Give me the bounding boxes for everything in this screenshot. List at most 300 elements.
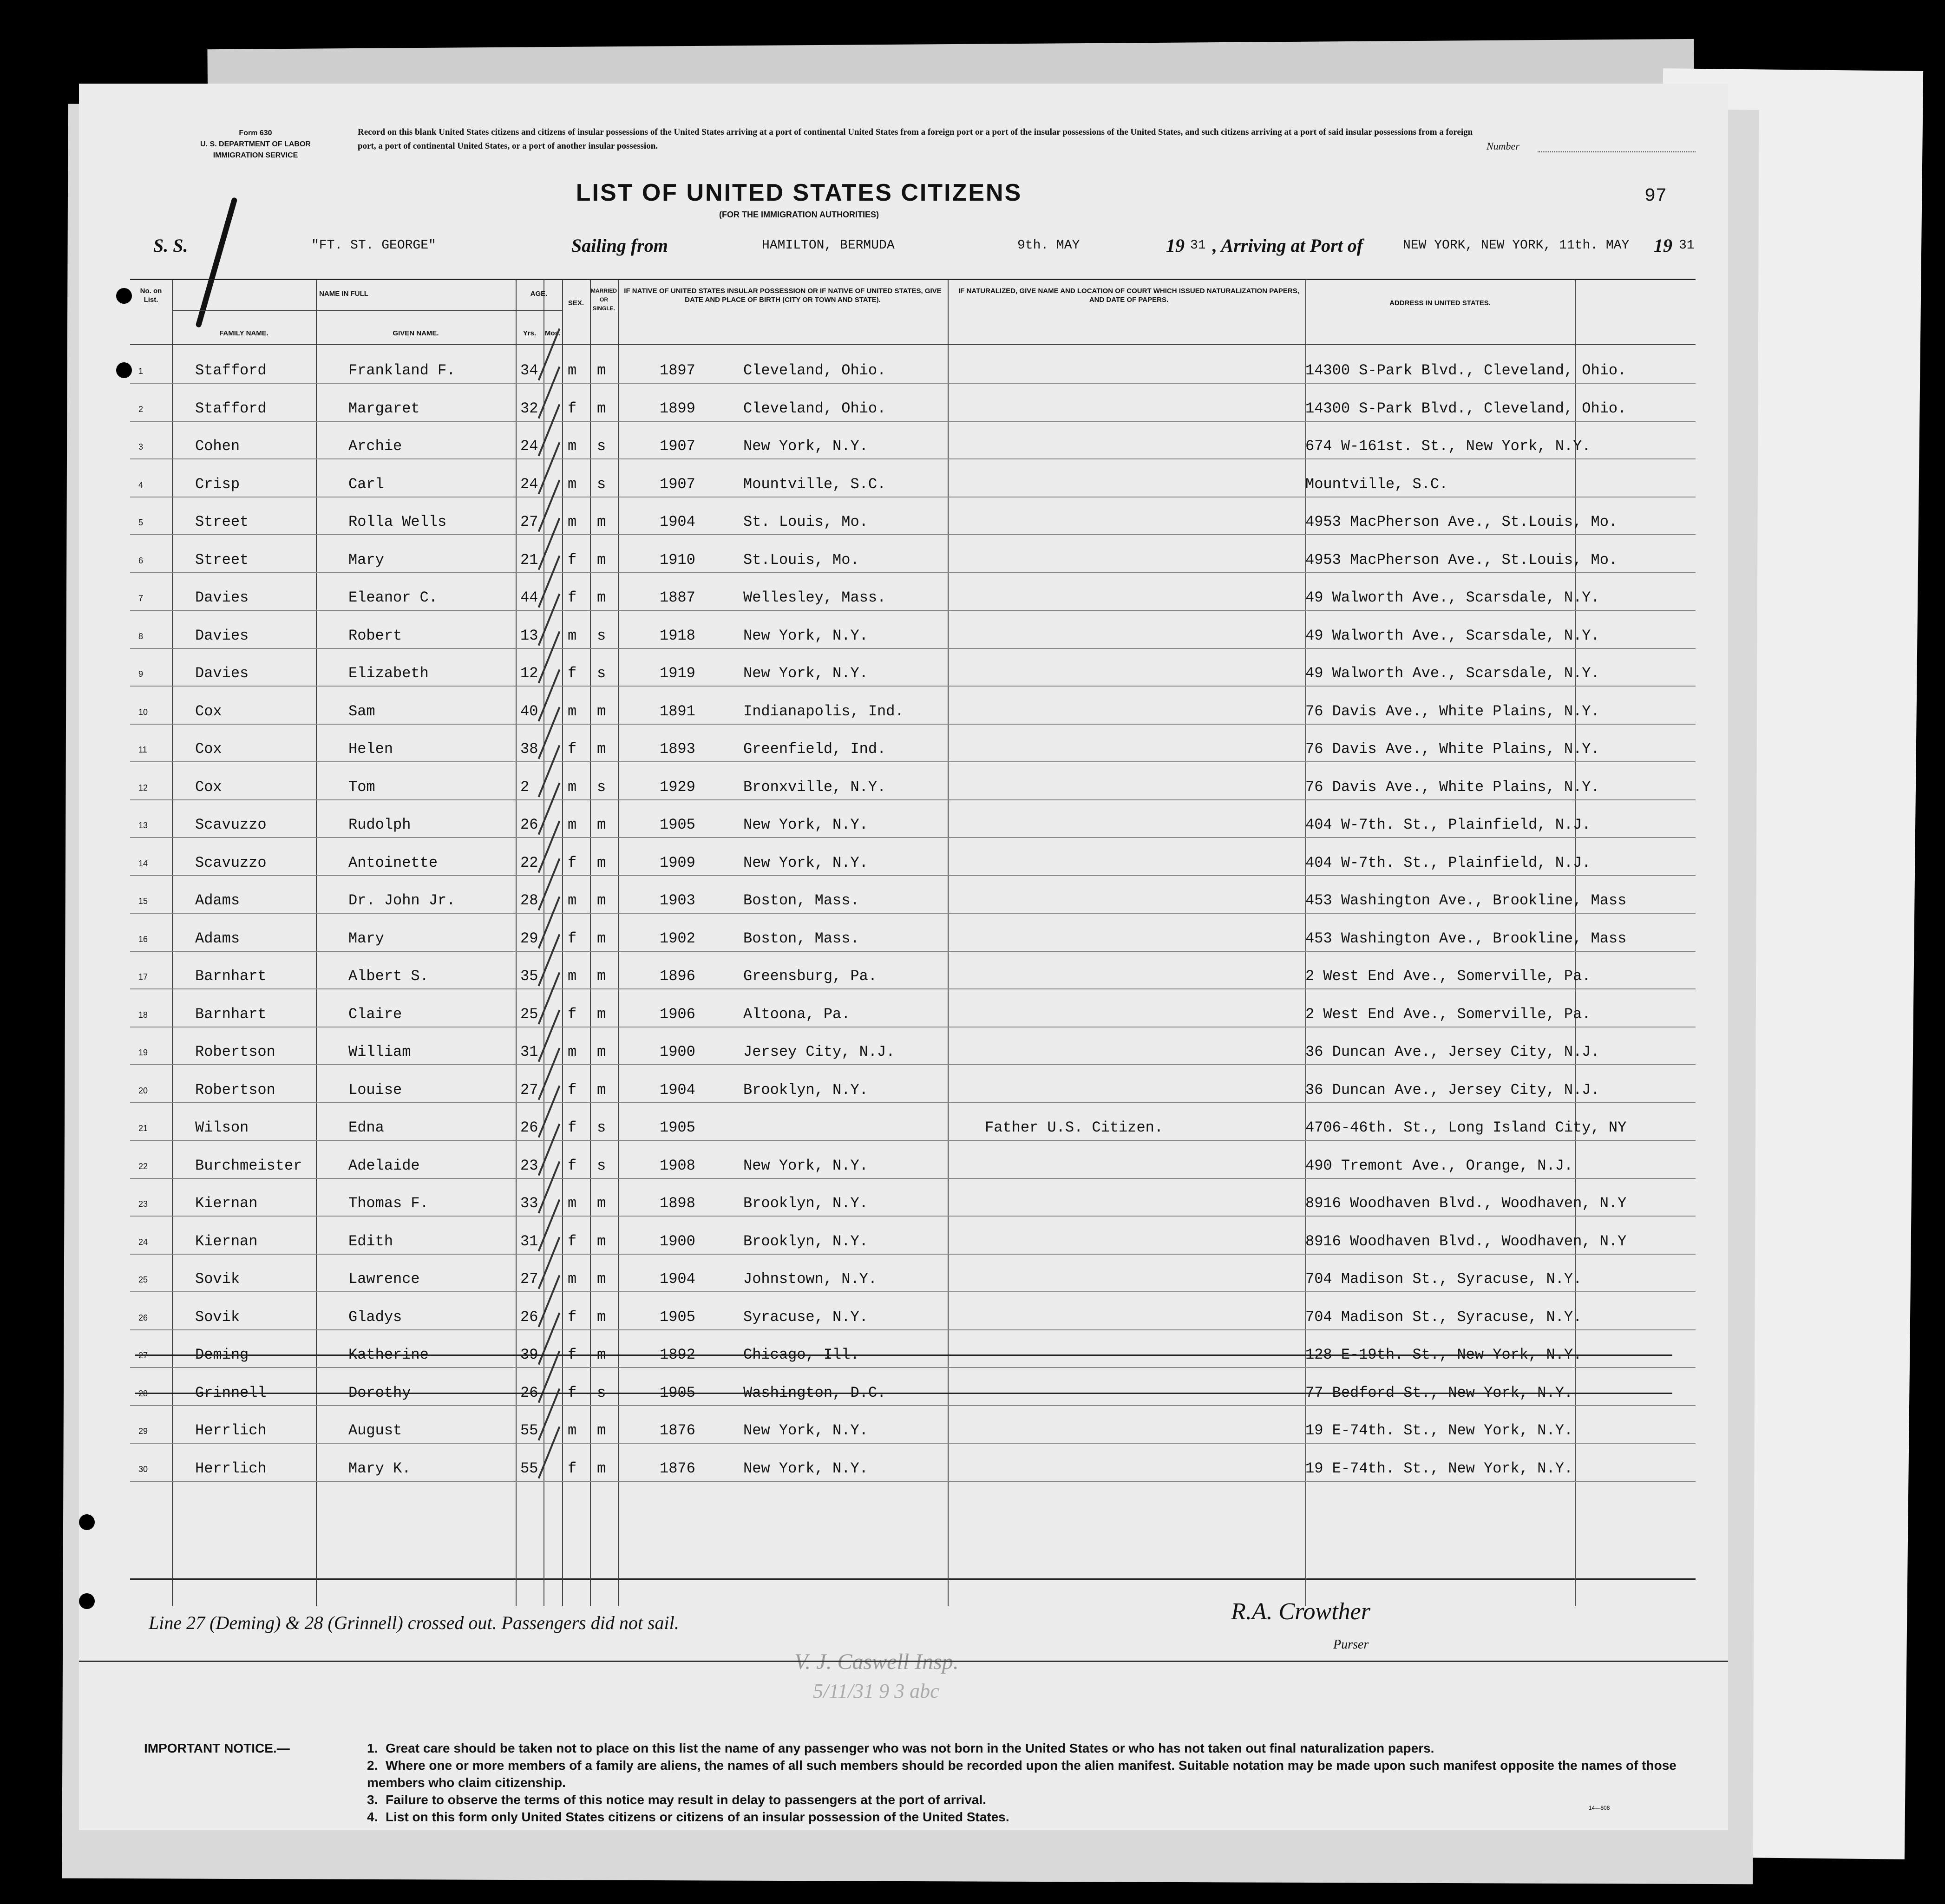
cell-given-name: William [348,1043,411,1060]
cell-no: 9 [138,669,144,679]
cell-birth-year: 1897 [660,362,695,379]
cell-sex: f [568,1232,577,1250]
table-row [130,421,1696,459]
table-row [130,1405,1696,1444]
cell-no: 24 [138,1237,148,1247]
cell-birth-year: 1903 [660,892,695,909]
port-to: NEW YORK, NEW YORK, 11th. MAY [1403,238,1630,253]
cell-birth-place: New York, N.Y. [743,1459,868,1477]
cell-address: 8916 Woodhaven Blvd., Woodhaven, N.Y [1305,1232,1627,1250]
cell-address: 404 W-7th. St., Plainfield, N.J. [1305,816,1591,833]
purser-signature: R.A. Crowther [1231,1598,1370,1625]
header-name-full: NAME IN FULL [319,290,368,298]
cell-family-name: Crisp [195,475,240,493]
cell-family-name: Davies [195,627,249,644]
cell-marital-status: m [597,1195,606,1212]
cell-sex: f [568,551,577,569]
cell-address: 128 E-19th. St., New York, N.Y. [1305,1346,1582,1363]
cell-age-years: 27 [520,1270,538,1288]
cell-birth-place: St.Louis, Mo. [743,551,859,569]
cell-address: 36 Duncan Ave., Jersey City, N.J. [1305,1081,1600,1099]
cell-address: 453 Washington Ave., Brookline, Mass [1305,929,1627,947]
cell-birth-year: 1876 [660,1422,695,1439]
header-naturalized: IF NATURALIZED, GIVE NAME AND LOCATION OF COURT WHICH ISSUED NATURALIZATION PAPERS, AND DATE OF PAPERS. [958,287,1299,304]
port-from: HAMILTON, BERMUDA [762,238,895,253]
department-name: U. S. DEPARTMENT OF LABOR [200,140,311,148]
table-row [130,459,1696,497]
service-name: IMMIGRATION SERVICE [213,151,298,159]
cell-birth-place: Altoona, Pa. [743,1005,851,1023]
cell-sex: m [568,892,577,909]
cell-given-name: Margaret [348,399,420,417]
cell-address: 2 West End Ave., Somerville, Pa. [1305,968,1591,985]
cell-no: 7 [138,594,144,603]
cell-family-name: Sovik [195,1308,240,1326]
cell-age-years: 32 [520,399,538,417]
table-row [130,837,1696,876]
cell-address: 14300 S-Park Blvd., Cleveland, Ohio. [1305,362,1627,379]
cell-family-name: Deming [195,1346,249,1363]
punch-hole [116,362,132,378]
cell-family-name: Scavuzzo [195,854,267,871]
cell-age-years: 55 [520,1459,538,1477]
cell-address: 2 West End Ave., Somerville, Pa. [1305,1005,1591,1023]
cell-no: 23 [138,1199,148,1209]
cell-age-years: 24 [520,438,538,455]
cell-age-years: 27 [520,1081,538,1099]
manifest-page [79,84,1728,1830]
cell-given-name: Claire [348,1005,402,1023]
cell-sex: m [568,1195,577,1212]
cell-address: 704 Madison St., Syracuse, N.Y. [1305,1308,1582,1326]
table-row [130,648,1696,687]
cell-birth-year: 1898 [660,1195,695,1212]
cell-given-name: Gladys [348,1308,402,1326]
cell-marital-status: m [597,1422,606,1439]
cell-marital-status: m [597,1308,606,1326]
cell-given-name: Edna [348,1119,384,1136]
cell-family-name: Adams [195,892,240,909]
cell-address: 19 E-74th. St., New York, N.Y. [1305,1422,1573,1439]
cell-sex: f [568,399,577,417]
cell-family-name: Cox [195,778,222,796]
table-row [130,1178,1696,1217]
number-label: Number [1487,140,1519,152]
cell-birth-year: 1900 [660,1232,695,1250]
cell-age-years: 39 [520,1346,538,1363]
cell-address: 453 Washington Ave., Brookline, Mass [1305,892,1627,909]
cell-given-name: Sam [348,702,375,720]
ship-name: "FT. ST. GEORGE" [311,238,436,253]
cell-no: 13 [138,821,148,830]
cell-no: 16 [138,934,148,944]
header-no: No. on List. [140,287,162,304]
cell-marital-status: m [597,740,606,758]
cell-family-name: Herrlich [195,1422,267,1439]
cell-family-name: Robertson [195,1081,275,1099]
cell-age-years: 33 [520,1195,538,1212]
header-rule [172,310,516,311]
passenger-table [130,279,1696,1580]
cell-given-name: Rolla Wells [348,513,447,530]
cell-family-name: Cox [195,702,222,720]
cell-marital-status: m [597,1005,606,1023]
header-yrs: Yrs. [523,329,537,337]
cell-birth-place: Boston, Mass. [743,929,859,947]
cell-no: 14 [138,858,148,868]
cell-given-name: Frankland F. [348,362,456,379]
cell-family-name: Grinnell [195,1384,267,1401]
cell-family-name: Cox [195,740,222,758]
cell-family-name: Scavuzzo [195,816,267,833]
cell-age-years: 44 [520,589,538,606]
table-row [130,686,1696,725]
cell-no: 6 [138,556,144,565]
year-prefix-arrival: 19 [1654,235,1672,256]
cell-birth-place: Cleveland, Ohio. [743,399,886,417]
cell-sex: f [568,1119,577,1136]
page-title: LIST OF UNITED STATES CITIZENS [576,179,1022,206]
cell-age-years: 26 [520,1308,538,1326]
table-row [130,951,1696,989]
header-family-name: FAMILY NAME. [219,329,269,337]
cell-birth-year: 1904 [660,1081,695,1099]
cell-family-name: Cohen [195,438,240,455]
cell-age-years: 29 [520,929,538,947]
cell-no: 20 [138,1086,148,1095]
cell-sex: m [568,627,577,644]
cell-birth-year: 1904 [660,513,695,530]
notice-item: 2. Where one or more members of a family are aliens, the names of all such members should be recorded upon the alien manifest. Suitable notation may be made upon such manifest opposite the names of those members who claim citizenship. [367,1758,1676,1790]
cell-marital-status: s [597,1157,606,1174]
cell-given-name: Robert [348,627,402,644]
table-row [130,1367,1696,1406]
cell-no: 1 [138,366,144,376]
cell-birth-place: Mountville, S.C. [743,475,886,493]
cell-address: 36 Duncan Ave., Jersey City, N.J. [1305,1043,1600,1060]
cell-birth-year: 1905 [660,1384,695,1401]
cell-birth-place: Boston, Mass. [743,892,859,909]
notice-item: 1. Great care should be taken not to place on this list the name of any passenger who was not born in the United States or who has not taken out final naturalization papers. [367,1741,1434,1755]
cell-sex: m [568,362,577,379]
cell-marital-status: m [597,702,606,720]
cell-no: 21 [138,1124,148,1133]
cell-given-name: August [348,1422,402,1439]
cell-sex: f [568,929,577,947]
table-row [130,1292,1696,1330]
cell-birth-year: 1905 [660,816,695,833]
cell-sex: f [568,1005,577,1023]
cell-family-name: Street [195,551,249,569]
cell-no: 11 [138,745,147,754]
cell-birth-year: 1899 [660,399,695,417]
cell-birth-place: Syracuse, N.Y. [743,1308,868,1326]
cell-birth-place: Brooklyn, N.Y. [743,1081,868,1099]
cell-no: 19 [138,1048,148,1057]
cell-address: 19 E-74th. St., New York, N.Y. [1305,1459,1573,1477]
cell-address: Mountville, S.C. [1305,475,1448,493]
cell-given-name: Rudolph [348,816,411,833]
cell-marital-status: m [597,1270,606,1288]
cell-birth-year: 1906 [660,1005,695,1023]
cell-birth-year: 1893 [660,740,695,758]
cell-age-years: 13 [520,627,538,644]
cell-family-name: Robertson [195,1043,275,1060]
cell-no: 2 [138,404,144,414]
table-row [130,989,1696,1027]
punch-hole [79,1514,95,1530]
cell-birth-place: New York, N.Y. [743,854,868,871]
cell-sex: f [568,1308,577,1326]
cell-family-name: Barnhart [195,1005,267,1023]
cell-no: 28 [138,1388,148,1398]
cell-age-years: 31 [520,1232,538,1250]
strike-through [135,1354,1672,1356]
cell-address: 76 Davis Ave., White Plains, N.Y. [1305,702,1600,720]
cell-address: 77 Bedford St., New York, N.Y. [1305,1384,1573,1401]
table-row [130,1329,1696,1368]
cell-birth-year: 1896 [660,968,695,985]
cell-address: 76 Davis Ave., White Plains, N.Y. [1305,778,1600,796]
cell-birth-place: Indianapolis, Ind. [743,702,904,720]
cell-birth-place: New York, N.Y. [743,438,868,455]
cell-no: 18 [138,1010,148,1020]
cell-birth-year: 1876 [660,1459,695,1477]
cell-birth-place: Washington, D.C. [743,1384,886,1401]
cell-sex: m [568,475,577,493]
table-row [130,799,1696,838]
notice-item: 4. List on this form only United States citizens or citizens of an insular possession of the United States. [367,1810,1009,1824]
table-row [130,724,1696,762]
cell-marital-status: m [597,968,606,985]
cell-family-name: Kiernan [195,1195,258,1212]
cell-sex: m [568,1043,577,1060]
table-row [130,1102,1696,1141]
cell-marital-status: m [597,362,606,379]
strike-through [135,1393,1672,1394]
cell-no: 25 [138,1275,148,1284]
table-row [130,762,1696,800]
cell-no: 30 [138,1464,148,1474]
cell-sex: f [568,665,577,682]
cell-sex: m [568,1422,577,1439]
cell-marital-status: m [597,589,606,606]
table-row [130,1140,1696,1179]
cell-birth-year: 1910 [660,551,695,569]
cell-birth-year: 1905 [660,1119,695,1136]
sail-day: 9th. MAY [1017,238,1080,253]
cell-marital-status: s [597,1384,606,1401]
cell-given-name: Antoinette [348,854,438,871]
cell-age-years: 34 [520,362,538,379]
cell-given-name: Thomas F. [348,1195,429,1212]
cell-naturalization-info: Father U.S. Citizen. [985,1119,1164,1136]
cell-birth-place: Jersey City, N.J. [743,1043,895,1060]
cell-birth-place: Johnstown, N.Y. [743,1270,878,1288]
table-row [130,913,1696,952]
cell-given-name: Carl [348,475,384,493]
cell-no: 3 [138,442,144,451]
cell-sex: m [568,513,577,530]
header-rule [516,310,562,311]
cell-address: 49 Walworth Ave., Scarsdale, N.Y. [1305,589,1600,606]
table-row [130,572,1696,611]
cell-family-name: Barnhart [195,968,267,985]
cell-address: 4953 MacPherson Ave., St.Louis, Mo. [1305,513,1618,530]
cell-given-name: Edith [348,1232,393,1250]
cell-given-name: Tom [348,778,375,796]
table-row [130,1216,1696,1255]
cell-marital-status: s [597,438,606,455]
cell-birth-year: 1919 [660,665,695,682]
cell-address: 490 Tremont Ave., Orange, N.J. [1305,1157,1573,1174]
arriving-label: , Arriving at Port of [1212,235,1363,256]
intro-text: Record on this blank United States citizens and citizens of insular possessions of the United States arriving at a port of continental United States from a foreign port or a port of the insular possessions of the United States, and such citizens arriving at a port of said insular possessions from a foreign port, a port of continental United States, or a port of another insular possession. [358,127,1473,151]
header-sex: SEX. [568,299,584,307]
cell-marital-status: s [597,627,606,644]
cell-birth-year: 1907 [660,475,695,493]
punch-hole [79,1593,95,1609]
cell-birth-place: New York, N.Y. [743,627,868,644]
table-row [130,535,1696,573]
cell-birth-place: Brooklyn, N.Y. [743,1232,868,1250]
cell-sex: f [568,1081,577,1099]
cell-sex: m [568,968,577,985]
cell-birth-place: Brooklyn, N.Y. [743,1195,868,1212]
cell-marital-status: s [597,475,606,493]
cell-no: 17 [138,972,148,981]
header-given-name: GIVEN NAME. [393,329,439,337]
table-end-rule [79,1661,1728,1662]
cell-age-years: 27 [520,513,538,530]
cell-marital-status: m [597,551,606,569]
cell-birth-year: 1918 [660,627,695,644]
cell-address: 8916 Woodhaven Blvd., Woodhaven, N.Y [1305,1195,1627,1212]
cell-given-name: Elizabeth [348,665,429,682]
cell-marital-status: s [597,778,606,796]
cell-marital-status: m [597,1459,606,1477]
cell-no: 12 [138,783,148,792]
cell-given-name: Archie [348,438,402,455]
cell-birth-year: 1887 [660,589,695,606]
cell-family-name: Sovik [195,1270,240,1288]
cell-age-years: 38 [520,740,538,758]
cell-given-name: Helen [348,740,393,758]
cell-address: 14300 S-Park Blvd., Cleveland, Ohio. [1305,399,1627,417]
cell-no: 22 [138,1161,148,1171]
inspector-date: 5/11/31 9 3 abc [813,1680,939,1702]
cell-address: 49 Walworth Ave., Scarsdale, N.Y. [1305,665,1600,682]
cell-address: 674 W-161st. St., New York, N.Y. [1305,438,1591,455]
cell-given-name: Eleanor C. [348,589,438,606]
table-row [130,345,1696,384]
cell-age-years: 26 [520,1384,538,1401]
cell-family-name: Stafford [195,362,267,379]
cell-age-years: 21 [520,551,538,569]
cell-birth-year: 1907 [660,438,695,455]
cell-sex: f [568,854,577,871]
cell-no: 8 [138,631,144,641]
cell-birth-place: Greenfield, Ind. [743,740,886,758]
table-row [130,1065,1696,1103]
cell-birth-year: 1900 [660,1043,695,1060]
cell-family-name: Adams [195,929,240,947]
cell-sex: f [568,740,577,758]
form-code: 14—808 [1589,1805,1610,1811]
cell-marital-status: m [597,513,606,530]
cell-birth-year: 1905 [660,1308,695,1326]
cell-address: 704 Madison St., Syracuse, N.Y. [1305,1270,1582,1288]
cell-family-name: Stafford [195,399,267,417]
cell-birth-place: Cleveland, Ohio. [743,362,886,379]
table-row [130,1027,1696,1065]
cell-sex: f [568,1346,577,1363]
page-number: 97 [1644,186,1667,207]
cell-no: 27 [138,1351,148,1360]
cell-no: 10 [138,707,148,717]
header-address: ADDRESS IN UNITED STATES. [1389,299,1491,307]
table-row [130,1254,1696,1292]
cell-marital-status: m [597,1081,606,1099]
cell-age-years: 25 [520,1005,538,1023]
cell-family-name: Wilson [195,1119,249,1136]
cell-sex: m [568,438,577,455]
cell-family-name: Street [195,513,249,530]
cell-family-name: Kiernan [195,1232,258,1250]
number-field [1538,151,1696,152]
cell-birth-place: Wellesley, Mass. [743,589,886,606]
cell-given-name: Albert S. [348,968,429,985]
cell-sex: m [568,702,577,720]
cell-family-name: Burchmeister [195,1157,302,1174]
arrival-year: 31 [1679,238,1695,253]
cell-age-years: 24 [520,475,538,493]
cell-birth-place: New York, N.Y. [743,665,868,682]
header-age: AGE. [530,290,548,298]
cell-birth-place: Greensburg, Pa. [743,968,878,985]
cell-age-years: 40 [520,702,538,720]
cell-marital-status: s [597,1119,606,1136]
table-row [130,1443,1696,1482]
ss-label: S. S. [153,235,188,256]
cell-birth-place: Bronxville, N.Y. [743,778,886,796]
cell-given-name: Dr. John Jr. [348,892,456,909]
cell-family-name: Davies [195,589,249,606]
cell-address: 404 W-7th. St., Plainfield, N.J. [1305,854,1591,871]
cell-no: 29 [138,1426,148,1436]
cell-given-name: Mary [348,551,384,569]
cell-birth-year: 1908 [660,1157,695,1174]
page-subtitle: (FOR THE IMMIGRATION AUTHORITIES) [719,210,879,219]
cell-sex: f [568,1384,577,1401]
cell-birth-place: New York, N.Y. [743,816,868,833]
cell-marital-status: m [597,1346,606,1363]
header-mos: Mos. [544,329,561,337]
table-row [130,875,1696,914]
cell-given-name: Louise [348,1081,402,1099]
cell-marital-status: m [597,854,606,871]
cell-family-name: Davies [195,665,249,682]
cell-sex: f [568,589,577,606]
cell-birth-year: 1891 [660,702,695,720]
cell-address: 49 Walworth Ave., Scarsdale, N.Y. [1305,627,1600,644]
cell-address: 76 Davis Ave., White Plains, N.Y. [1305,740,1600,758]
table-row [130,383,1696,422]
cell-address: 4953 MacPherson Ave., St.Louis, Mo. [1305,551,1618,569]
table-row [130,610,1696,649]
cell-marital-status: m [597,929,606,947]
cell-age-years: 2 [520,778,530,796]
